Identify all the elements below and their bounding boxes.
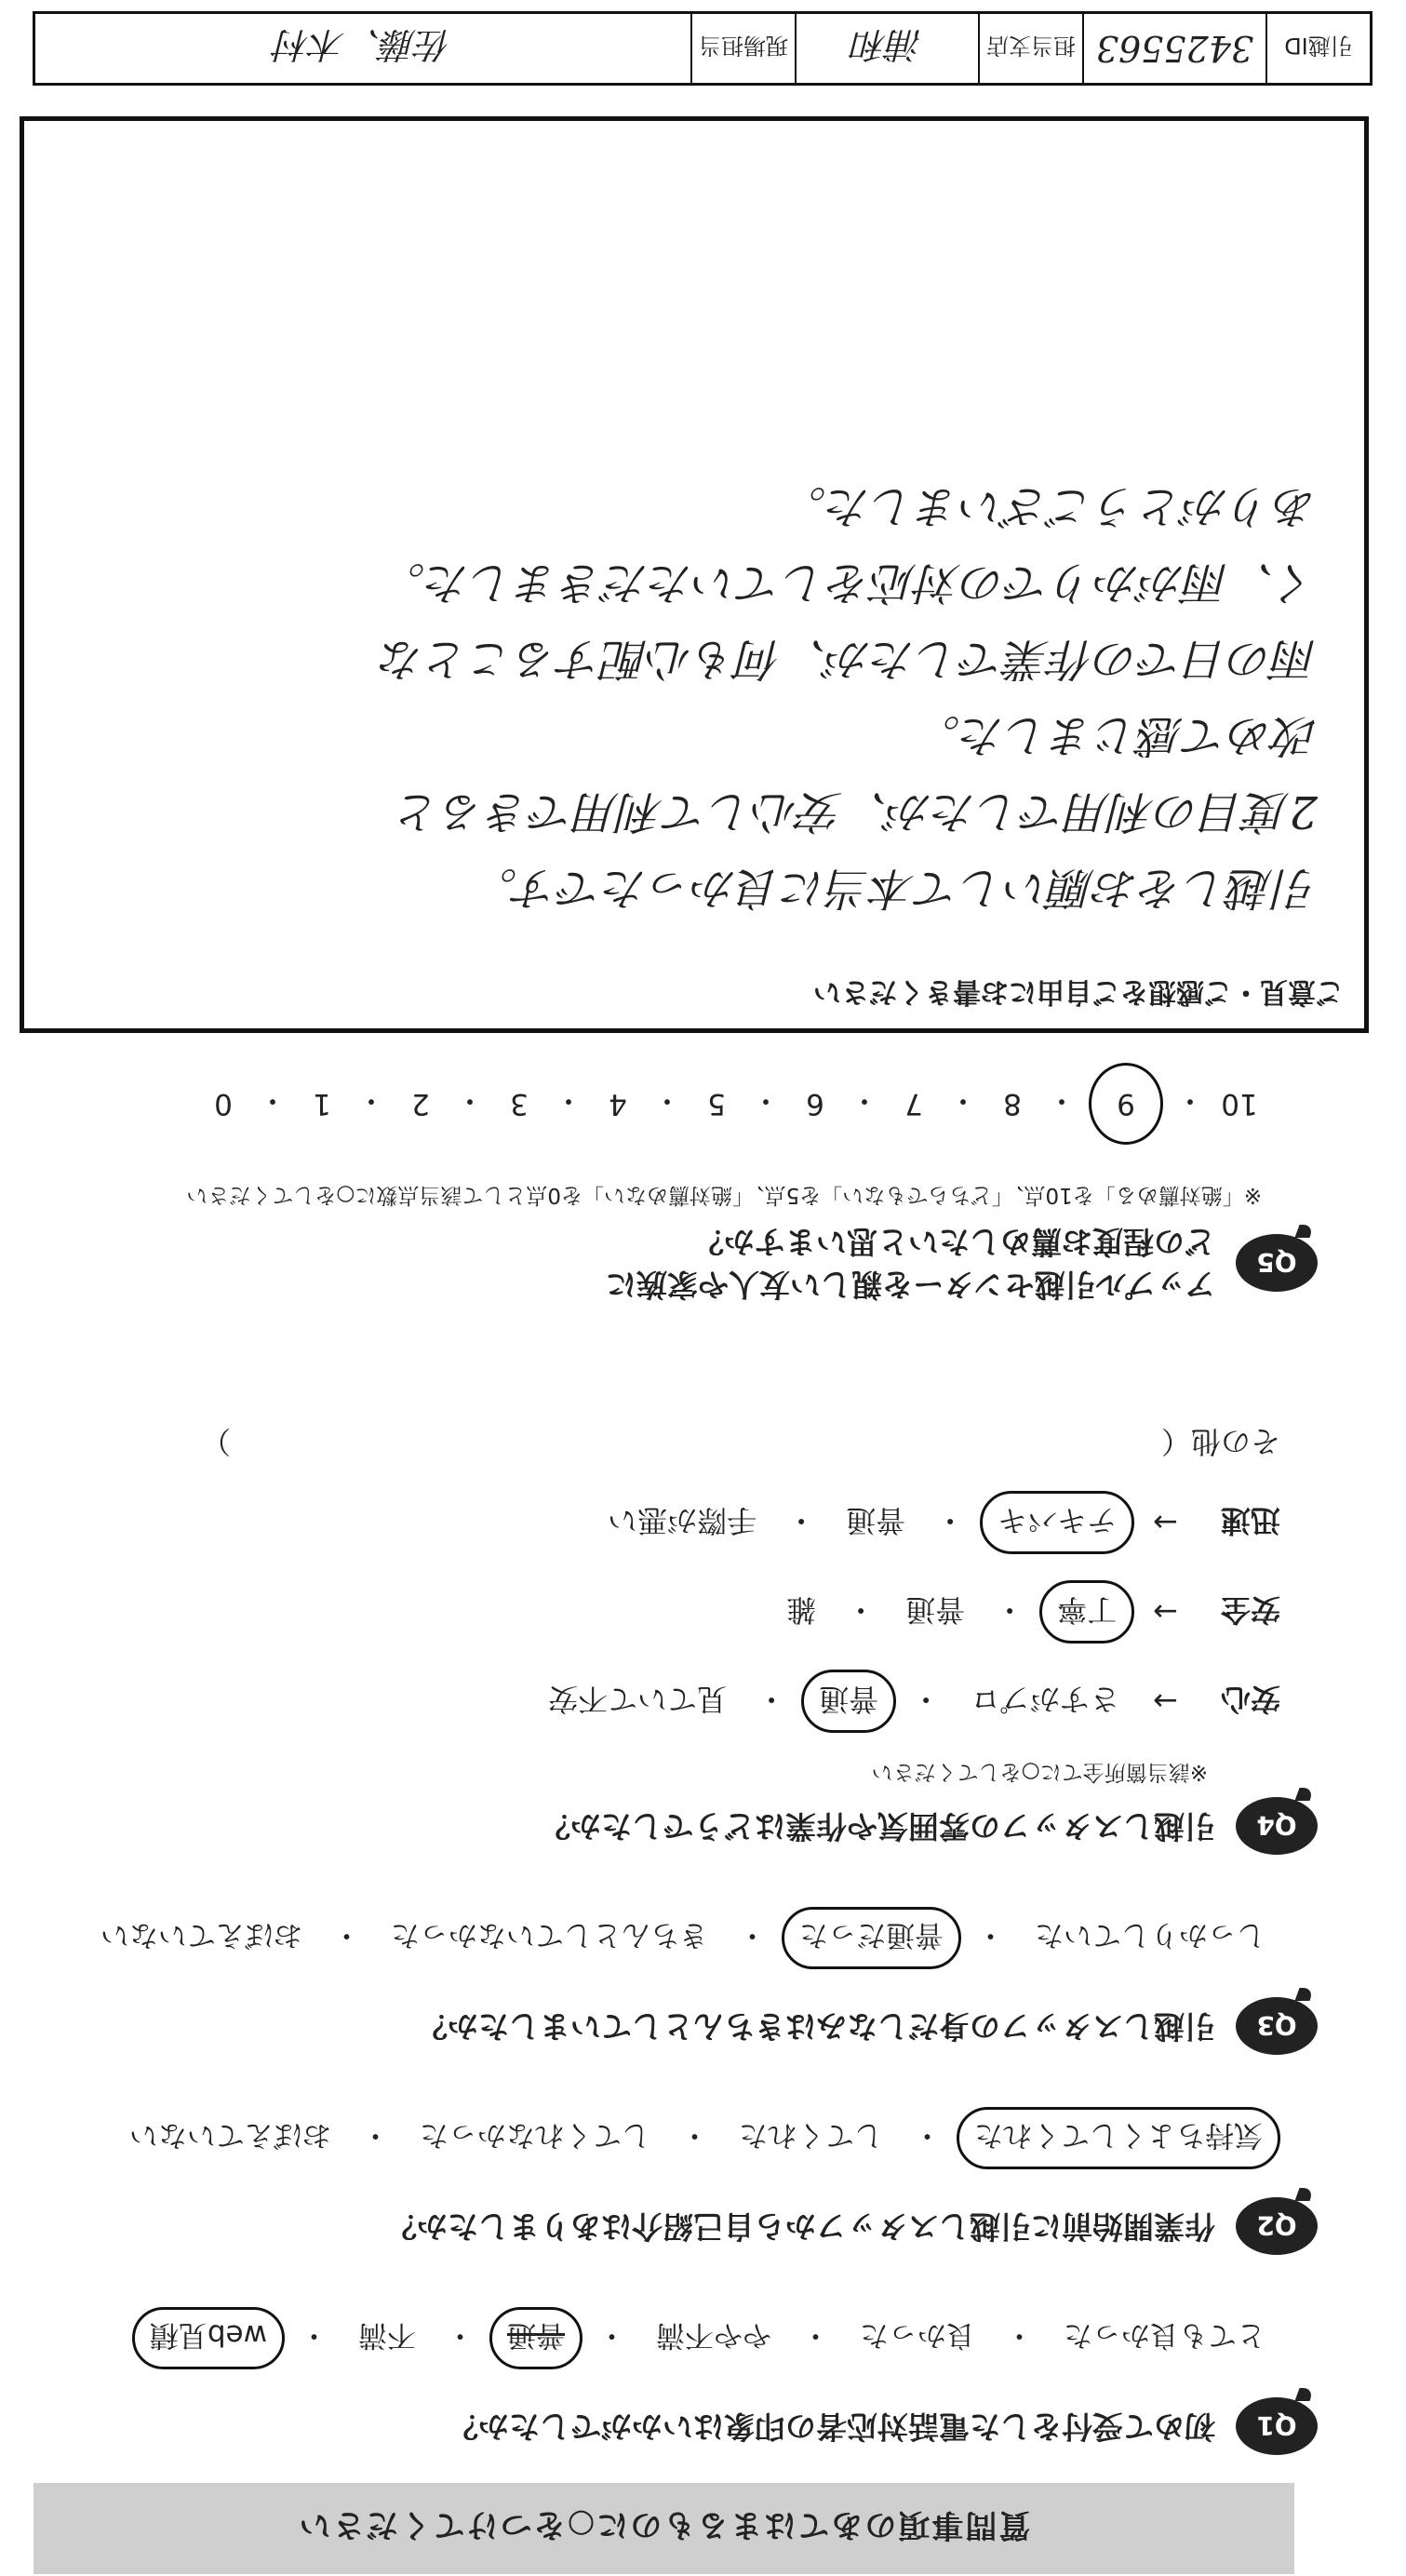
scale-option-7[interactable]: 7 (904, 1086, 923, 1120)
q4-option[interactable]: 見ていて不安 (548, 1682, 728, 1717)
q5-text-line-2: どの程度お薦めしたいと思いますか？ (693, 1223, 1215, 1260)
comment-title: ご意見・ご感想をご自由にお書きください (813, 975, 1344, 1008)
scale-option-5[interactable]: 5 (707, 1086, 726, 1120)
question-5 (61, 1063, 1318, 1306)
q4-option[interactable]: 雑 (786, 1592, 817, 1628)
q4-option[interactable]: テキパキ (980, 1491, 1134, 1554)
comment-line: ありがとうございました。 (781, 480, 1318, 532)
question-2: Q2 作業開始前に引越しスタッフから自己紹介はありましたか？ 気持ちよくしてくれた ・ してくれた ・ してくれなかった ・ おぼえていない (61, 2107, 1318, 2255)
comment-line: 改めて感じました。 (915, 709, 1318, 761)
q3-option-normal[interactable]: 普通だった (782, 1907, 961, 1969)
scale-option-6[interactable]: 6 (806, 1086, 824, 1120)
q1-option-slightly-unsatisfied[interactable]: やや不満 (656, 2318, 771, 2352)
question-4 (61, 1422, 1318, 1855)
q4-option[interactable]: 普通 (801, 1670, 896, 1733)
q2-option-did-not[interactable]: してくれなかった (420, 2118, 650, 2152)
instruction-header (33, 2483, 1294, 2574)
comment-line: 2度目の利用でしたが、安心して利用できると (395, 785, 1318, 838)
q1-option-unsatisfied[interactable]: 不満 (358, 2318, 416, 2352)
id-label: 引越ID (1265, 14, 1370, 83)
q1-option-good[interactable]: 良かった (860, 2318, 975, 2352)
q4-note: ※該当箇所全てに○をしてください (871, 1760, 1208, 1784)
q4-other-label: その他（ (1160, 1424, 1280, 1459)
comment-line: く、雨がかりでの対応をしていただきました。 (380, 557, 1318, 609)
q3-option-neat[interactable]: しっかりしていた (1035, 1918, 1265, 1952)
scale-option-1[interactable]: 1 (313, 1086, 331, 1120)
q4-row-label: 迅速 (1220, 1503, 1280, 1538)
comment-box[interactable] (20, 116, 1369, 1033)
q3-option-dont-remember[interactable]: おぼえていない (100, 1918, 302, 1952)
question-3: Q3 引越しスタッフの身だしなみはきちんとしていましたか？ しっかりしていた ・ 普通だった ・ きちんとしていなかった ・ おぼえていない (61, 1907, 1318, 2055)
q4-option[interactable]: 手際が悪い (608, 1503, 757, 1538)
q4-row-label: 安全 (1220, 1592, 1280, 1628)
id-value: 3425563 (1082, 14, 1265, 83)
q3-text: 引越しスタッフの身だしなみはきちんとしていましたか？ (417, 2008, 1215, 2046)
scale-option-8[interactable]: 8 (1003, 1086, 1022, 1120)
scale-option-3[interactable]: 3 (510, 1086, 529, 1120)
q3-option-not-neat[interactable]: きちんとしていなかった (391, 1918, 708, 1952)
q2-option-dont-remember[interactable]: おぼえていない (129, 2118, 331, 2152)
q4-row-reliability: 安心 → さすがプロ ・ 普通 ・ 見ていて不安 (61, 1670, 1280, 1733)
q1-option-normal[interactable]: 普通 (489, 2307, 582, 2369)
q5-badge: Q5 (1236, 1234, 1318, 1292)
arrow-icon: → (1153, 1505, 1178, 1540)
staff-value: 佐藤、木村 (275, 24, 452, 66)
q4-row-other (61, 1422, 1280, 1465)
q2-text: 作業開始前に引越しスタッフから自己紹介はありましたか？ (386, 2208, 1215, 2246)
arrow-icon: → (1153, 1594, 1178, 1630)
scale-option-10[interactable]: 10 (1221, 1086, 1258, 1120)
branch-label: 担当支店 (978, 14, 1082, 83)
scale-option-0[interactable]: 0 (214, 1086, 233, 1120)
staff-info-table (33, 11, 1373, 86)
q5-text-line-1: アップル引越センターを親しい友人や家族に (605, 1267, 1215, 1303)
q4-row-safety: 安全 → 丁寧 ・ 普通 ・ 雑 (61, 1580, 1280, 1644)
q1-badge: Q1 (1236, 2397, 1318, 2455)
q5-note: ※「絶対薦める」を10点、「どちらでもない」を5点、「絶対薦めない」を0点として該当点数に○をしてください (186, 1182, 1262, 1207)
comment-line: 引越しをお願いして本当に良かったです。 (472, 862, 1318, 914)
q4-option[interactable]: さすがプロ (971, 1682, 1120, 1717)
q4-row-speed: 迅速 → テキパキ ・ 普通 ・ 手際が悪い (61, 1491, 1280, 1554)
q2-badge: Q2 (1236, 2197, 1318, 2255)
q1-option-web-estimate[interactable]: web見積 (132, 2307, 285, 2369)
scale-option-9[interactable]: 9 (1089, 1063, 1163, 1145)
branch-value: 浦和 (795, 14, 978, 83)
q4-badge: Q4 (1236, 1797, 1318, 1855)
scale-option-2[interactable]: 2 (411, 1086, 430, 1120)
comment-text (58, 468, 1318, 926)
comment-line: 雨の日での作業でしたが、何も心配することな (379, 633, 1318, 685)
question-1: Q1 初めて受付をした電話対応者の印象はいかがでしたか？ とても良かった ・ 良かった ・ やや不満 ・ 普通 ・ 不満 ・ web見積 (61, 2307, 1318, 2455)
q4-option[interactable]: 普通 (905, 1592, 966, 1628)
arrow-icon: → (1153, 1684, 1178, 1719)
q1-option-very-good[interactable]: とても良かった (1064, 2318, 1265, 2352)
instruction-text: 質問事項のあてはまるものに○をつけてください (297, 2506, 1031, 2544)
q4-option[interactable]: 普通 (846, 1503, 906, 1538)
q4-row-label: 安心 (1220, 1682, 1280, 1717)
scale-option-4[interactable]: 4 (609, 1086, 627, 1120)
staff-label: 現場担当 (690, 14, 795, 83)
q5-scale: 10 ・ 9 ・ 8 ・ 7 ・ 6 ・ 5 ・ 4 ・ 3 ・ 2 ・ 1 ・ 0 (61, 1063, 1262, 1145)
q4-text: 引越しスタッフの雰囲気や作業はどうでしたか？ (540, 1808, 1215, 1845)
q4-other-close: ） (200, 1424, 231, 1459)
q3-badge: Q3 (1236, 1997, 1318, 2055)
q4-option[interactable]: 丁寧 (1039, 1580, 1134, 1644)
q1-text: 初めて受付をした電話対応者の印象はいかがでしたか？ (448, 2408, 1215, 2446)
q2-option-did[interactable]: してくれた (739, 2118, 883, 2152)
q2-option-pleasant[interactable]: 気持ちよくしてくれた (957, 2107, 1280, 2169)
